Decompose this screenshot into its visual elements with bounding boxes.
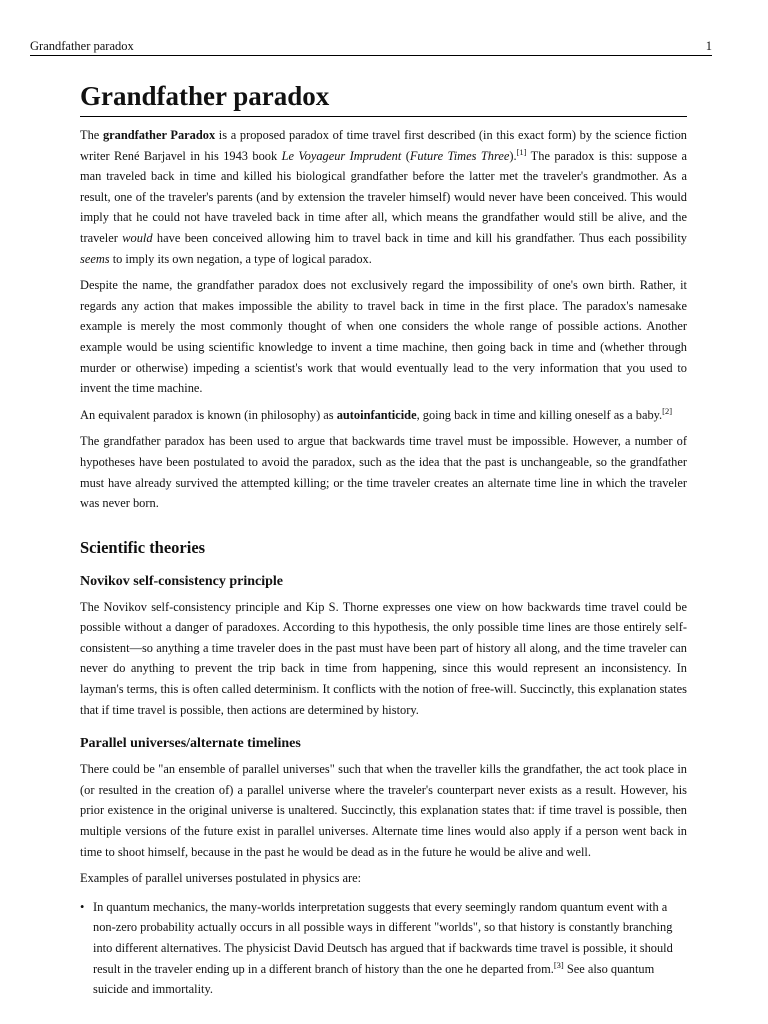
parallel-paragraph-2: Examples of parallel universes postulated in physics are: <box>80 871 362 886</box>
text-run: to imply its own negation, a type of logical paradox. <box>109 251 372 266</box>
text-run: ( <box>401 148 410 163</box>
subsection-heading-parallel-universes: Parallel universes/alternate timelines <box>80 736 301 752</box>
text-run: is a proposed paradox of time travel first described (in this exact form) by the science fiction writer René Barjavel in his 1943 book <box>80 128 687 163</box>
text-run: An equivalent paradox is known (in philosophy) as <box>80 407 337 422</box>
text-run: See also quantum suicide and immortality. <box>93 961 655 997</box>
book-title: Le Voyageur Imprudent <box>281 148 402 163</box>
article-body <box>80 80 687 1000</box>
parallel-examples-list <box>80 897 687 1000</box>
bold-term: autoinfanticide <box>336 407 417 422</box>
citation-3[interactable]: [3] <box>553 959 564 970</box>
text-run: ). <box>509 148 517 163</box>
novikov-paragraph: The Novikov self-consistency principle and Kip S. Thorne expresses one view on how backwards time travel could be possible without a danger of paradoxes. According to this hypothesis, the only possible time lines are those entirely self-consistent—so anything a time traveler does in the past must have been part of history all along, and the time traveler can never do anything to prevent the trip back in time from happening, since this would represent an inconsistency. In layman's terms, this is often called determinism. It conflicts with the notion of free-will. Succinctly, this explanation states that if time travel is possible, then actions are determined by history. <box>80 599 687 717</box>
intro-paragraph-4: The grandfather paradox has been used to argue that backwards time travel must be impossible. However, a number of hypotheses have been postulated to avoid the paradox, such as the idea that the past is unchangeable, so the grandfather must have already survived the attempted killing; or the time traveler creates an alternate time line in which the traveler was never born. <box>80 434 687 511</box>
page-title: Grandfather paradox <box>80 80 687 117</box>
bold-term: grandfather Paradox <box>102 128 216 142</box>
citation-2[interactable]: [2] <box>662 405 673 416</box>
text-run: , going back in time and killing oneself as a baby. <box>416 407 663 422</box>
running-title: Grandfather paradox <box>30 39 134 53</box>
parallel-paragraph-1: There could be "an ensemble of parallel universes" such that when the traveller kills the grandfather, the act took place in (or resulted in the creation of) a parallel universe where the traveler's counterpart never exists as a result. However, his prior existence in the original universe is unaltered. Succinctly, this explanation states that: if time travel is possible, then multiple versions of the future exist in parallel universes. Alternate time lines would also apply if a person went back in time to shoot himself, because in the past he would be dead as in the future he would be alive and well. <box>80 762 687 859</box>
intro-paragraph-2: Despite the name, the grandfather paradox does not exclusively regard the impossibility of one's own birth. Rather, it regards any action that makes impossible the ability to travel back in time in the first place. The paradox's namesake example is merely the most commonly thought of when one considers the whole range of possible actions. Another example would be using scientific knowledge to invent a time machine, then going back in time and (whether through murder or otherwise) impeding a scientist's work that would eventually lead to the very information that you used to invent the time machine. <box>80 278 687 396</box>
text-run: In quantum mechanics, the many-worlds interpretation suggests that every seemingly random quantum event with a non-zero probability actually occurs in all possible ways in different "worlds", so that history is constantly branching into different alternatives. The physicist David Deutsch has argued that if backwards time travel is possible, it should result in the traveler ending up in a different branch of history than the one he departed from. <box>93 899 673 976</box>
citation-1[interactable]: [1] <box>516 146 527 157</box>
intro-paragraph-3 <box>80 405 687 426</box>
book-title-english: Future Times Three <box>409 148 510 163</box>
text-run: The paradox is this: suppose a man traveled back in time and killed his biological grandfather before the latter met the traveler's grandmother. As a result, one of the traveler's parents (and by extension the traveler himself) would never have been conceived. This would imply that he could not have traveled back in time after all, which means the grandfather would still be alive, and the traveler <box>80 148 687 245</box>
section-heading-scientific-theories: Scientific theories <box>80 537 206 557</box>
text-run: have been conceived allowing him to travel back in time and kill his grandfather. Thus each possibility <box>152 230 688 245</box>
emphasis: would <box>122 230 153 245</box>
text-run: The <box>80 128 103 142</box>
list-item <box>80 897 687 1000</box>
bullet-marker: • <box>80 899 85 914</box>
running-header <box>30 38 712 56</box>
emphasis: seems <box>80 251 110 266</box>
intro-paragraph-1 <box>80 125 687 269</box>
subsection-heading-novikov: Novikov self-consistency principle <box>80 573 283 589</box>
page-number: 1 <box>705 39 712 53</box>
